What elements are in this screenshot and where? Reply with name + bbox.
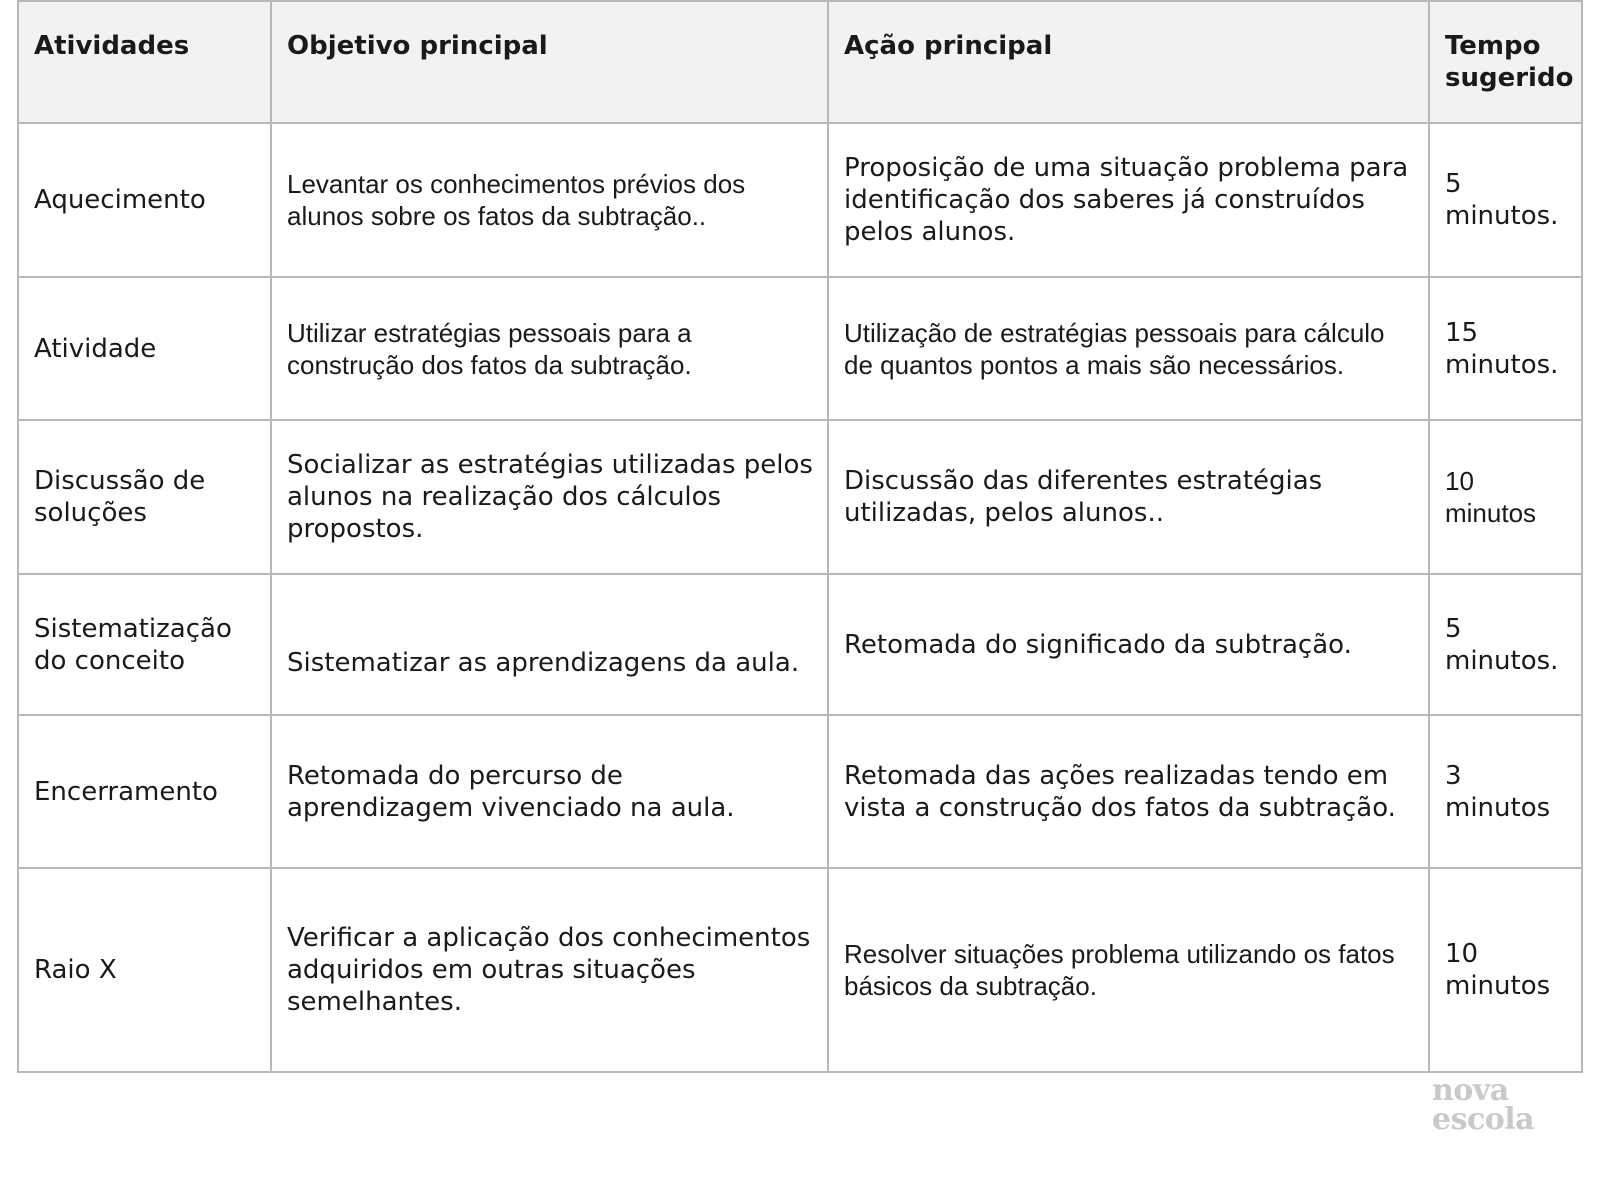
cell-acao: Proposição de uma situação problema para identificação dos saberes já construídos pelos alunos. (828, 123, 1429, 277)
cell-tempo: 5 minutos. (1429, 574, 1582, 715)
cell-objetivo: Levantar os conhecimentos prévios dos alunos sobre os fatos da subtração.. (271, 123, 828, 277)
cell-acao: Utilização de estratégias pessoais para cálculo de quantos pontos a mais são necessários. (828, 277, 1429, 420)
logo-line-escola: escola (1432, 1102, 1535, 1137)
lesson-plan-table (17, 0, 1583, 1073)
table-row (18, 420, 1582, 574)
table-row (18, 574, 1582, 715)
cell-objetivo: Verificar a aplicação dos conhecimentos adquiridos em outras situações semelhantes. (271, 868, 828, 1072)
cell-tempo: 3 minutos (1429, 715, 1582, 868)
cell-tempo: 15 minutos. (1429, 277, 1582, 420)
header-tempo-sugerido: Tempo sugerido (1429, 1, 1582, 123)
table-row (18, 123, 1582, 277)
cell-objetivo: Retomada do percurso de aprendizagem vivenciado na aula. (271, 715, 828, 868)
nova-escola-logo (1432, 1073, 1535, 1137)
header-objetivo-principal: Objetivo principal (271, 1, 828, 123)
cell-atividade: Discussão de soluções (18, 420, 271, 574)
header-acao-principal: Ação principal (828, 1, 1429, 123)
cell-atividade: Atividade (18, 277, 271, 420)
cell-acao: Discussão das diferentes estratégias utilizadas, pelos alunos.. (828, 420, 1429, 574)
table-row (18, 715, 1582, 868)
cell-tempo: 5 minutos. (1429, 123, 1582, 277)
table-row (18, 868, 1582, 1072)
cell-atividade: Sistematização do conceito (18, 574, 271, 715)
cell-objetivo: Sistematizar as aprendizagens da aula. (271, 574, 828, 715)
table-header-row (18, 1, 1582, 123)
logo-line-nova: nova (1432, 1073, 1509, 1108)
header-atividades: Atividades (18, 1, 271, 123)
cell-tempo: 10 minutos (1429, 420, 1582, 574)
table-row (18, 277, 1582, 420)
cell-atividade: Encerramento (18, 715, 271, 868)
cell-acao: Retomada do significado da subtração. (828, 574, 1429, 715)
cell-acao: Retomada das ações realizadas tendo em vista a construção dos fatos da subtração. (828, 715, 1429, 868)
cell-atividade: Aquecimento (18, 123, 271, 277)
cell-acao: Resolver situações problema utilizando os fatos básicos da subtração. (828, 868, 1429, 1072)
cell-atividade: Raio X (18, 868, 271, 1072)
cell-objetivo: Utilizar estratégias pessoais para a construção dos fatos da subtração. (271, 277, 828, 420)
cell-tempo: 10 minutos (1429, 868, 1582, 1072)
cell-objetivo: Socializar as estratégias utilizadas pelos alunos na realização dos cálculos propostos. (271, 420, 828, 574)
